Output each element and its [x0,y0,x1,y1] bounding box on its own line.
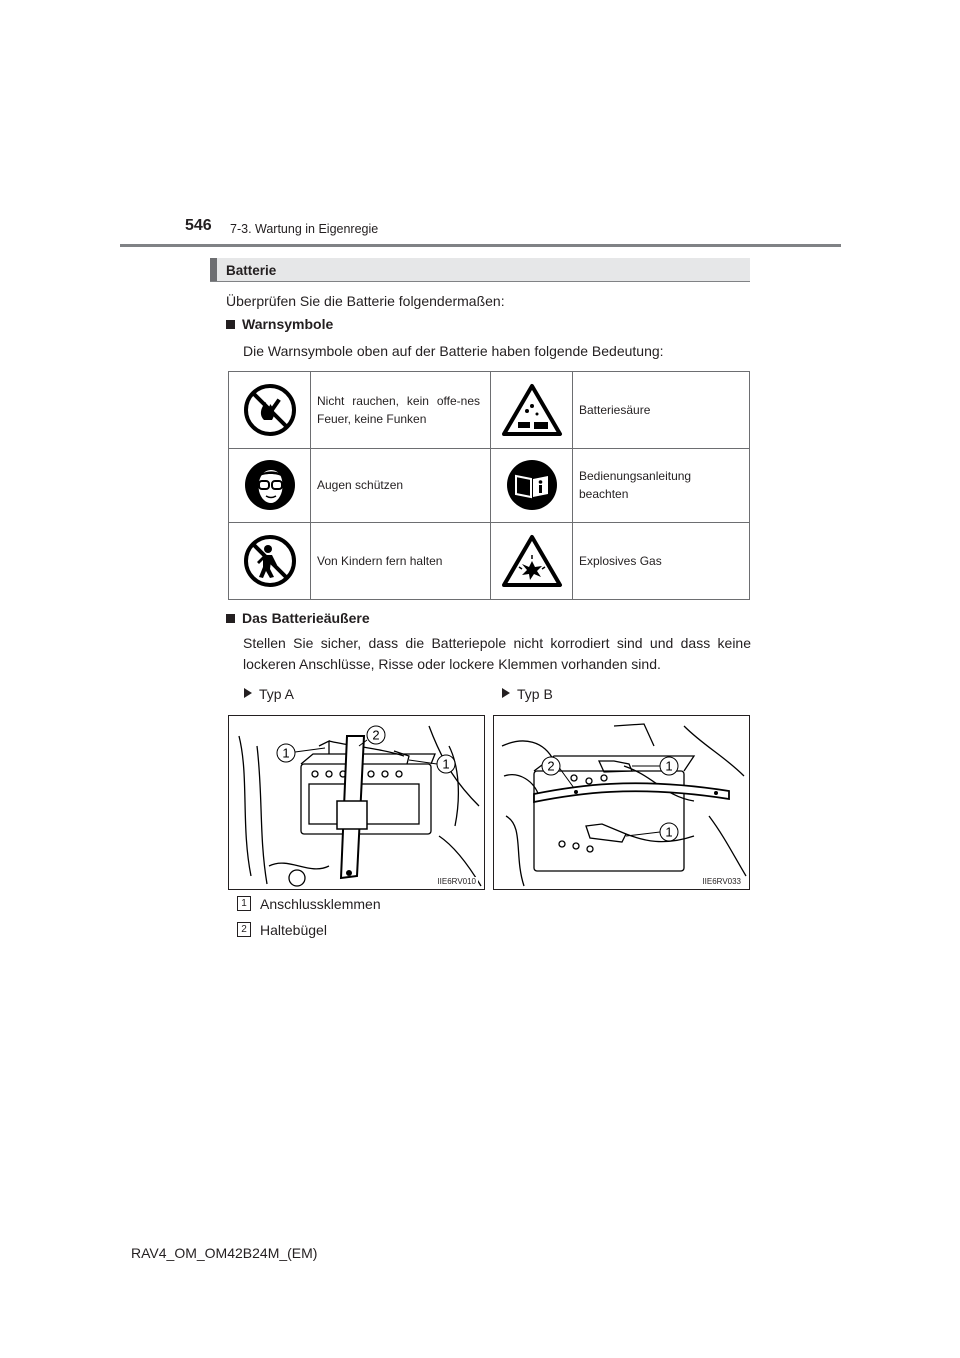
legend-text: Anschlussklemmen [260,896,381,912]
section-title: Batterie [226,263,277,278]
table-cell: Explosives Gas [573,523,750,600]
table-cell [229,448,311,522]
table-cell: Augen schützen [311,448,491,522]
table-cell [491,523,573,600]
exterior-heading: Das Batterieäußere [226,610,370,626]
chapter-title: 7-3. Wartung in Eigenregie [230,222,379,236]
section-accent [210,258,217,281]
no-fire-icon [244,384,296,436]
explosive-gas-icon [501,534,563,588]
table-row [229,448,750,522]
figure-code: IIE6RV033 [702,877,741,886]
warning-symbols-description: Die Warnsymbole oben auf der Batterie haben folgende Bedeutung: [243,343,664,359]
figure-code: IIE6RV010 [437,877,476,886]
figure-label-type-a: Typ A [244,686,294,702]
header-divider [120,244,841,247]
table-cell: Von Kindern fern halten [311,523,491,600]
table-cell [229,372,311,449]
table-cell: Nicht rauchen, kein offe-nes Feuer, keine Funken [311,372,491,449]
battery-illustration-a [229,716,485,890]
figure-label-type-b: Typ B [502,686,553,702]
triangle-bullet-icon [244,688,252,698]
table-cell [229,523,311,600]
legend-text: Haltebügel [260,922,327,938]
intro-text: Überprüfen Sie die Batterie folgendermaßen: [226,293,505,309]
triangle-bullet-icon [502,688,510,698]
battery-acid-icon [501,383,563,437]
callout-2: 2 [547,758,555,774]
warning-symbols-heading: Warnsymbole [226,316,333,332]
table-row [229,372,750,449]
callout-1: 1 [665,758,673,774]
page-number: 546 [185,217,212,234]
footer-code: RAV4_OM_OM42B24M_(EM) [131,1245,318,1261]
callout-1: 1 [665,824,673,840]
battery-figure-type-b [493,715,750,890]
callout-1: 1 [442,756,450,772]
eye-protection-icon [244,459,296,511]
section-heading-bar [210,258,750,282]
legend-number: 1 [237,896,251,911]
table-row [229,523,750,600]
battery-figure-type-a [228,715,485,890]
keep-children-away-icon [244,535,296,587]
table-cell: Batteriesäure [573,372,750,449]
callout-1: 1 [282,745,290,761]
manual-icon [506,459,558,511]
legend-number: 2 [237,922,251,937]
table-cell: Bedienungsanleitung beachten [573,448,750,522]
square-bullet-icon [226,320,235,329]
exterior-description: Stellen Sie sicher, dass die Batteriepole nicht korrodiert sind und dass keine lockeren Anschlüsse, Risse oder lockere Klemmen vorhanden sind. [243,635,751,672]
callout-2: 2 [372,727,380,743]
battery-illustration-b [494,716,750,890]
square-bullet-icon [226,614,235,623]
table-cell [491,448,573,522]
warning-symbols-table [228,371,750,600]
table-cell [491,372,573,449]
